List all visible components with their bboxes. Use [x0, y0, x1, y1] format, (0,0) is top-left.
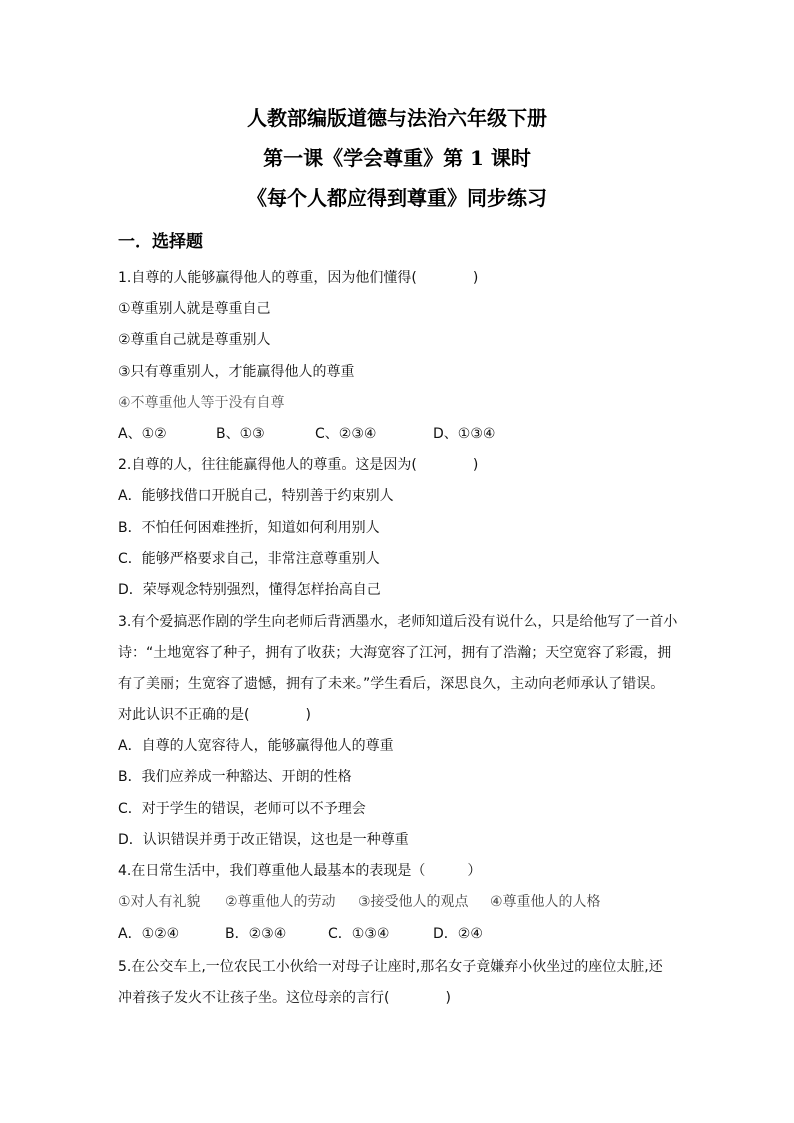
q4-item: ④尊重他人的人格 — [490, 894, 601, 910]
q1-option-a: A、①② — [118, 426, 167, 442]
doc-title-line-1: 人教部编版道德与法治六年级下册 — [247, 106, 547, 130]
q4-item: ①对人有礼貌 — [118, 894, 201, 910]
doc-title-line-2: 第一课《学会尊重》第 1 课时 — [263, 146, 531, 170]
q1-item: ①尊重别人就是尊重自己 — [118, 301, 271, 317]
section-heading: 一．选择题 — [118, 232, 203, 252]
q4-item: ②尊重他人的劳动 — [225, 894, 336, 910]
q1-item: ④不尊重他人等于没有自尊 — [118, 395, 285, 411]
q1-option-d: D、①③④ — [433, 426, 496, 442]
q1-item: ②尊重自己就是尊重别人 — [118, 332, 271, 348]
q2-option-b: B．不怕任何困难挫折，知道如何利用别人 — [118, 520, 380, 536]
q5-stem-line: 5.在公交车上,一位农民工小伙给一对母子让座时,那名女子竟嫌弃小伙坐过的座位太脏,还 — [118, 959, 663, 975]
q2-option-a: A．能够找借口开脱自己，特别善于约束别人 — [118, 488, 394, 504]
q3-stem-line: 诗：“土地宽容了种子，拥有了收获；大海宽容了江河，拥有了浩瀚；天空宽容了彩霞，拥 — [118, 645, 672, 661]
q4-item: ③接受他人的观点 — [358, 894, 469, 910]
q3-option-c: C．对于学生的错误，老师可以不予理会 — [118, 801, 366, 817]
q2-stem: 2.自尊的人，往往能赢得他人的尊重。这是因为( ) — [118, 457, 479, 473]
q1-option-b: B、①③ — [216, 426, 265, 442]
q5-stem-line: 冲着孩子发火不让孩子坐。这位母亲的言行( ) — [118, 990, 451, 1006]
q2-option-c: C．能够严格要求自己，非常注意尊重别人 — [118, 551, 380, 567]
doc-title-line-3: 《每个人都应得到尊重》同步练习 — [247, 186, 547, 210]
q1-stem: 1.自尊的人能够赢得他人的尊重，因为他们懂得( ) — [118, 270, 479, 286]
q3-stem-line: 有了美丽；生宽容了遗憾，拥有了未来。”学生看后，深思良久，主动向老师承认了错误。 — [118, 676, 665, 692]
q1-item: ③只有尊重别人，才能赢得他人的尊重 — [118, 364, 355, 380]
q4-option-b: B．②③④ — [225, 926, 287, 942]
q3-option-d: D．认识错误并勇于改正错误，这也是一种尊重 — [118, 832, 409, 848]
q4-stem: 4.在日常生活中，我们尊重他人最基本的表现是（ ） — [118, 863, 482, 879]
q3-stem-line: 3.有个爱搞恶作剧的学生向老师后背洒墨水，老师知道后没有说什么，只是给他写了一首小 — [118, 614, 678, 630]
q3-option-b: B．我们应养成一种豁达、开朗的性格 — [118, 769, 352, 785]
q4-option-c: C．①③④ — [328, 926, 390, 942]
q2-option-d: D．荣辱观念特别强烈，懂得怎样抬高自己 — [118, 582, 381, 598]
q3-option-a: A．自尊的人宽容待人，能够赢得他人的尊重 — [118, 738, 394, 754]
q4-option-d: D．②④ — [433, 926, 483, 942]
q3-stem-line: 对此认识不正确的是( ) — [118, 707, 311, 723]
q4-option-a: A．①②④ — [118, 926, 180, 942]
q1-option-c: C、②③④ — [315, 426, 377, 442]
